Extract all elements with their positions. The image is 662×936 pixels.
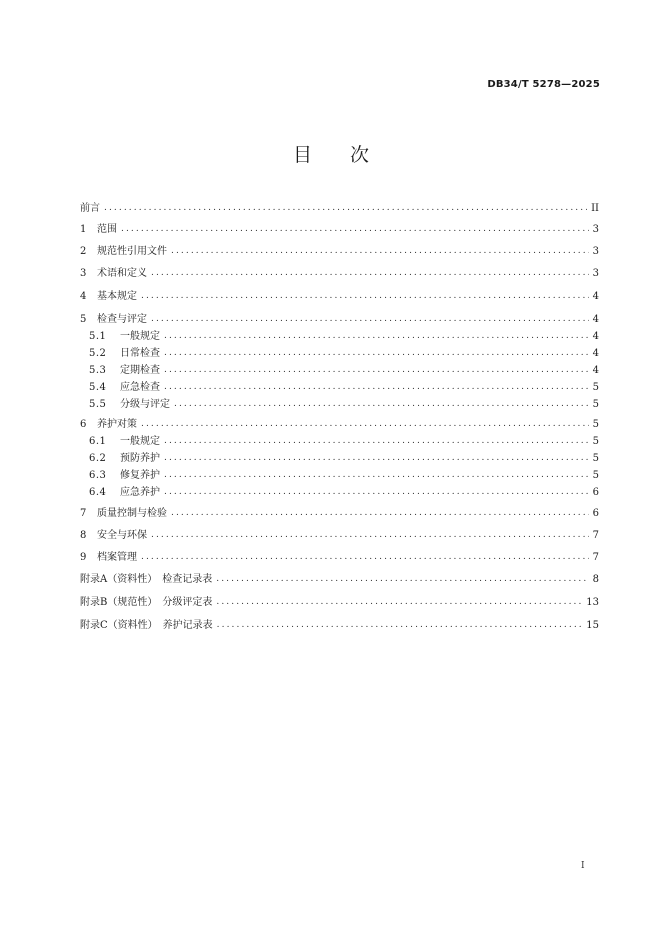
- toc-entry-label: 附录A（资料性） 检查记录表: [80, 574, 213, 585]
- toc-entry-number: 5.3: [89, 365, 107, 376]
- toc-dot-leader: [171, 505, 589, 522]
- document-code: DB34/T 5278—2025: [487, 79, 600, 90]
- toc-entry-label: 定期检查: [120, 365, 160, 376]
- toc-entry-page: 5: [592, 399, 599, 410]
- toc-entry-label: 范围: [97, 224, 117, 235]
- toc-entry-label: 安全与环保: [97, 530, 147, 541]
- toc-entry-number: 9: [80, 552, 87, 563]
- toc-entry-page: 6: [592, 508, 599, 519]
- toc-entry-6-1[interactable]: [89, 433, 599, 450]
- toc-entry-appendix-a[interactable]: [80, 571, 599, 588]
- toc-dot-leader: [141, 549, 589, 566]
- toc-dot-leader: [164, 379, 589, 396]
- toc-entry-number: 5: [80, 314, 87, 325]
- toc-entry-number: 7: [80, 508, 87, 519]
- toc-entry-1[interactable]: [80, 221, 599, 238]
- title-char-2: 次: [350, 144, 370, 166]
- toc-dot-leader: [151, 527, 589, 544]
- page-title: [0, 140, 662, 167]
- toc-entry-page: 4: [592, 291, 599, 302]
- toc-entry-3[interactable]: [80, 265, 599, 282]
- toc-entry-number: 1: [80, 224, 87, 235]
- toc-entry-page: II: [591, 203, 599, 214]
- toc-entry-label: 术语和定义: [97, 268, 147, 279]
- toc-entry-6[interactable]: [80, 416, 599, 433]
- toc-entry-number: 8: [80, 530, 87, 541]
- toc-dot-leader: [217, 617, 583, 634]
- toc-dot-leader: [151, 311, 589, 328]
- toc-entry-page: 3: [592, 268, 599, 279]
- toc-entry-page: 6: [592, 487, 599, 498]
- toc-dot-leader: [164, 484, 589, 501]
- toc-entry-page: 13: [586, 597, 599, 608]
- toc-entry-label: 检查与评定: [97, 314, 147, 325]
- toc-entry-label: 附录C（资料性） 养护记录表: [80, 620, 213, 631]
- toc-entry-number: 5.4: [89, 382, 107, 393]
- toc-entry-number: 5.5: [89, 399, 107, 410]
- toc-entry-page: 4: [592, 314, 599, 325]
- toc-dot-leader: [164, 433, 589, 450]
- toc-entry-4[interactable]: [80, 288, 599, 305]
- toc-entry-page: 8: [592, 574, 599, 585]
- toc-dot-leader: [171, 243, 589, 260]
- toc-dot-leader: [216, 594, 582, 611]
- toc-entry-5-4[interactable]: [89, 379, 599, 396]
- toc-dot-leader: [216, 571, 588, 588]
- toc-entry-label: 日常检查: [120, 348, 160, 359]
- toc-entry-9[interactable]: [80, 549, 599, 566]
- toc-entry-5-3[interactable]: [89, 362, 599, 379]
- toc-dot-leader: [164, 345, 589, 362]
- toc-dot-leader: [121, 221, 589, 238]
- toc-dot-leader: [164, 328, 589, 345]
- toc-entry-6-3[interactable]: [89, 467, 599, 484]
- toc-entry-number: 4: [80, 291, 87, 302]
- toc-entry-6-2[interactable]: [89, 450, 599, 467]
- toc-entry-label: 预防养护: [120, 453, 160, 464]
- toc-entry-2[interactable]: [80, 243, 599, 260]
- toc-entry-5-2[interactable]: [89, 345, 599, 362]
- toc-entry-number: 3: [80, 268, 87, 279]
- toc-entry-label: 分级与评定: [120, 399, 170, 410]
- toc-entry-page: 4: [592, 348, 599, 359]
- toc-entry-number: 6: [80, 419, 87, 430]
- toc-entry-label: 质量控制与检验: [97, 508, 167, 519]
- toc-entry-number: 6.4: [89, 487, 107, 498]
- toc-entry-page: 7: [592, 552, 599, 563]
- toc-entry-label: 前言: [80, 203, 100, 214]
- toc-entry-label: 附录B（规范性） 分级评定表: [80, 597, 213, 608]
- toc-entry-5-1[interactable]: [89, 328, 599, 345]
- toc-entry-label: 基本规定: [97, 291, 137, 302]
- toc-entry-page: 5: [592, 382, 599, 393]
- toc-entry-appendix-c[interactable]: [80, 617, 599, 634]
- toc-entry-label: 一般规定: [120, 436, 160, 447]
- toc-entry-appendix-b[interactable]: [80, 594, 599, 611]
- toc-entry-page: 5: [592, 470, 599, 481]
- toc-entry-page: 5: [592, 419, 599, 430]
- toc-entry-page: 5: [592, 436, 599, 447]
- toc-entry-page: 4: [592, 365, 599, 376]
- toc-entry-label: 一般规定: [120, 331, 160, 342]
- toc-entry-label: 修复养护: [120, 470, 160, 481]
- toc-entry-page: 15: [586, 620, 599, 631]
- toc-dot-leader: [151, 265, 589, 282]
- toc-entry-label: 应急检查: [120, 382, 160, 393]
- toc-entry-6-4[interactable]: [89, 484, 599, 501]
- toc-dot-leader: [164, 450, 589, 467]
- toc-entry-page: 3: [592, 224, 599, 235]
- toc-entry-foreword[interactable]: [80, 200, 599, 217]
- toc-dot-leader: [141, 288, 589, 305]
- toc-dot-leader: [174, 396, 589, 413]
- toc-dot-leader: [141, 416, 589, 433]
- toc-entry-label: 养护对策: [97, 419, 137, 430]
- footer-page-number: I: [581, 861, 585, 871]
- toc-entry-page: 5: [592, 453, 599, 464]
- title-char-1: 目: [292, 144, 312, 166]
- toc-entry-page: 3: [592, 246, 599, 257]
- toc-entry-label: 档案管理: [97, 552, 137, 563]
- toc-entry-number: 5.2: [89, 348, 107, 359]
- toc-dot-leader: [164, 467, 589, 484]
- toc-entry-label: 应急养护: [120, 487, 160, 498]
- toc-entry-label: 规范性引用文件: [97, 246, 167, 257]
- toc-dot-leader: [104, 200, 587, 217]
- toc-entry-5-5[interactable]: [89, 396, 599, 413]
- toc-entry-number: 6.2: [89, 453, 107, 464]
- toc-entry-page: 7: [592, 530, 599, 541]
- toc-entry-7[interactable]: [80, 505, 599, 522]
- toc-entry-page: 4: [592, 331, 599, 342]
- toc-entry-5[interactable]: [80, 311, 599, 328]
- toc-entry-number: 6.3: [89, 470, 107, 481]
- toc-entry-8[interactable]: [80, 527, 599, 544]
- toc-entry-number: 2: [80, 246, 87, 257]
- toc-entry-number: 6.1: [89, 436, 107, 447]
- toc-entry-number: 5.1: [89, 331, 107, 342]
- toc-dot-leader: [164, 362, 589, 379]
